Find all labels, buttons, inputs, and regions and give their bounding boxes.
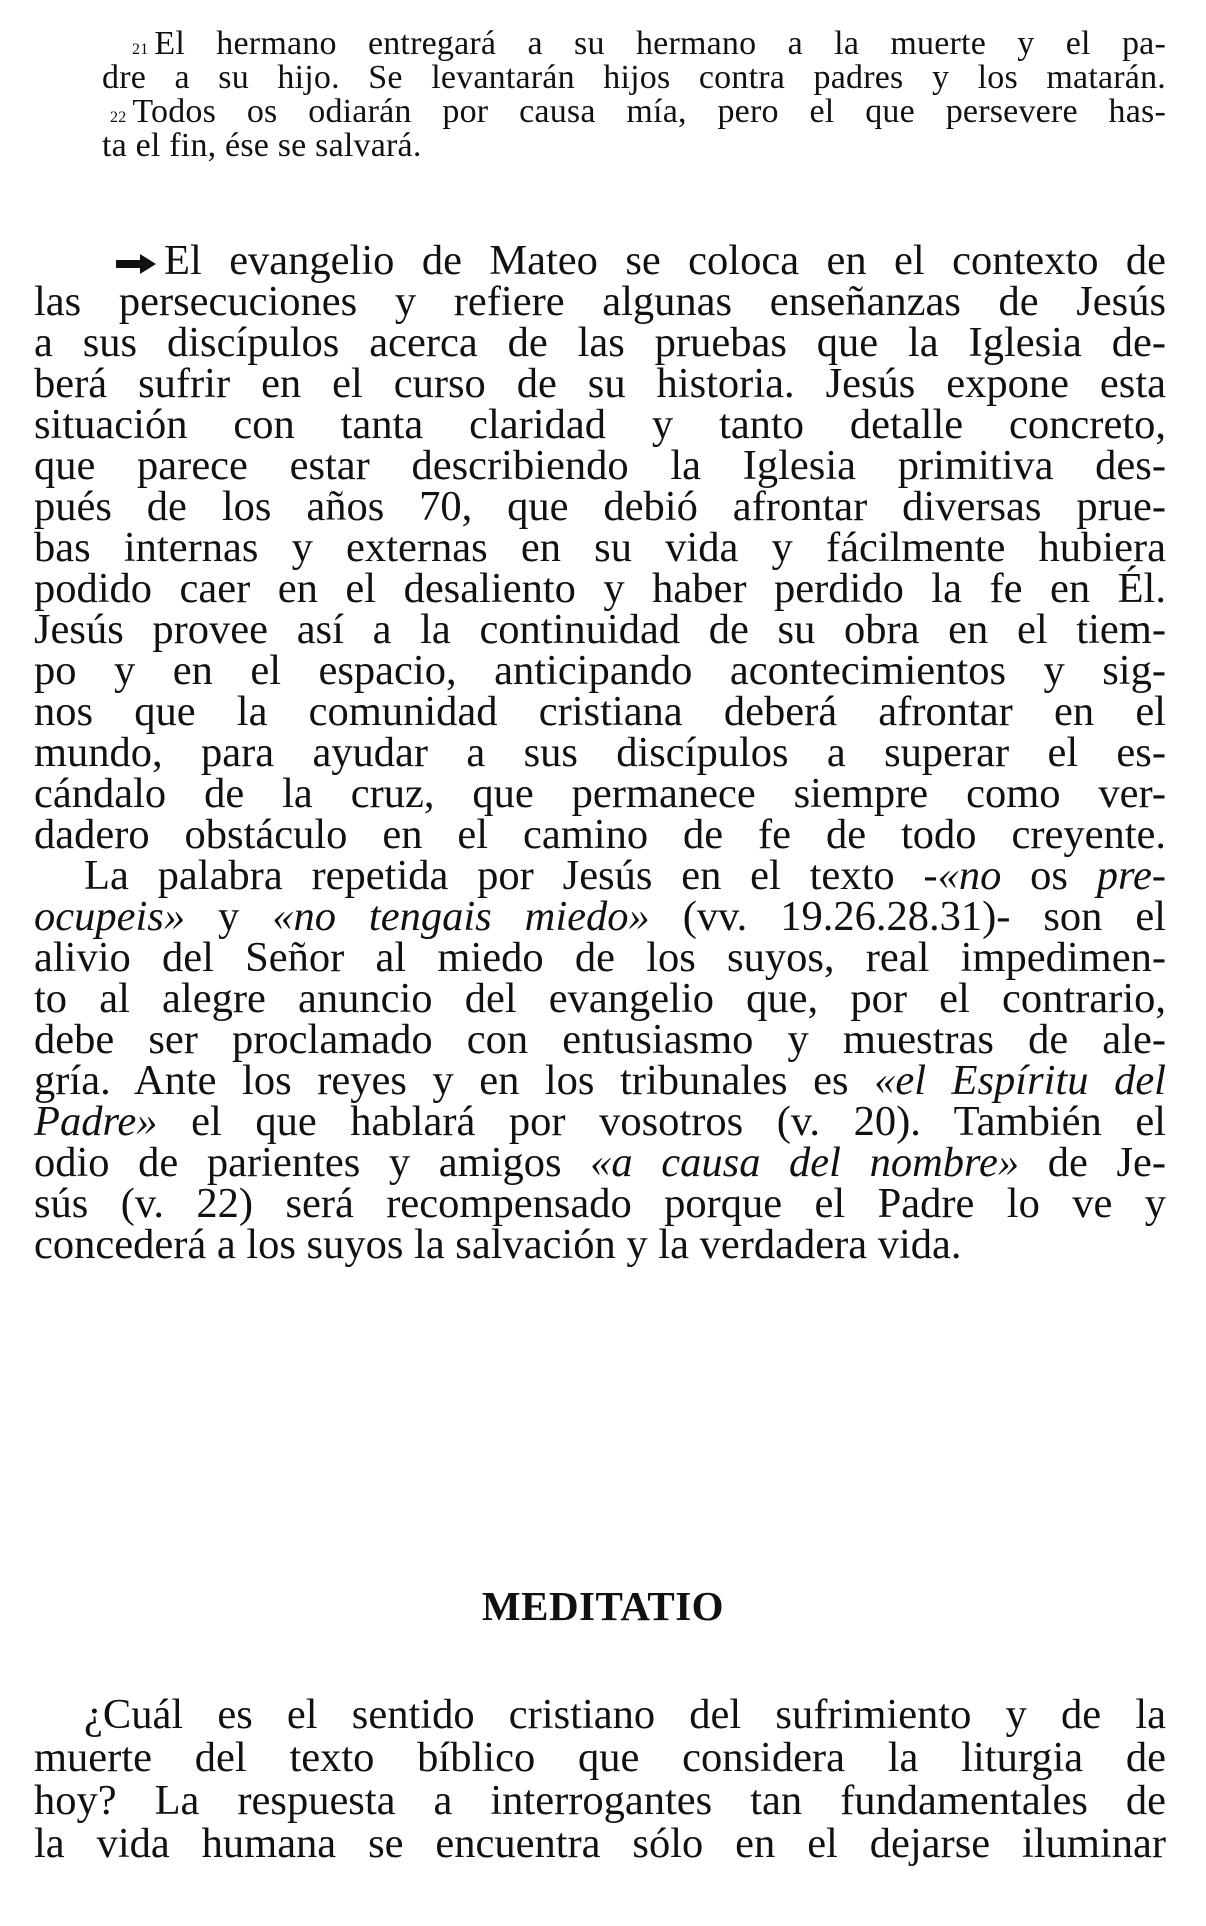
commentary-line: debe ser proclamado con entusiasmo y muestras de ale- — [34, 1016, 1166, 1063]
commentary-line: dadero obstáculo en el camino de fe de todo creyente. — [34, 811, 1166, 858]
commentary-line: nos que la comunidad cristiana deberá afrontar en el — [34, 688, 1166, 735]
commentary-line: El evangelio de Mateo se coloca en el contexto de — [114, 236, 1166, 286]
commentary-line: a sus discípulos acerca de las pruebas que la Iglesia de- — [34, 319, 1166, 366]
arrow-right-icon — [114, 252, 158, 276]
commentary-line: concederá a los suyos la salvación y la verdadera vida. — [34, 1221, 962, 1268]
verse-22-line-1: 22 Todos os odiarán por causa mía, pero el que persevere has- — [110, 93, 1166, 130]
commentary-line: sús (v. 22) será recompensado porque el Padre lo ve y — [34, 1180, 1166, 1227]
commentary-line: berá sufrir en el curso de su historia. Jesús expone esta — [34, 360, 1166, 407]
verse-21-line-1: 21 El hermano entregará a su hermano a la muerte y el pa- — [132, 25, 1166, 62]
commentary-line: alivio del Señor al miedo de los suyos, real impedimen- — [34, 934, 1166, 981]
verse-number: 22 — [110, 109, 127, 126]
verse-22-line-2: ta el fin, ése se salvará. — [102, 127, 422, 164]
commentary-line: bas internas y externas en su vida y fácilmente hubiera — [34, 524, 1166, 571]
commentary-line: mundo, para ayudar a sus discípulos a superar el es- — [34, 729, 1166, 776]
commentary-line: podido caer en el desaliento y haber perdido la fe en Él. — [34, 565, 1166, 612]
commentary-line: Jesús provee así a la continuidad de su obra en el tiem- — [34, 606, 1166, 653]
commentary-line: odio de parientes y amigos «a causa del nombre» de Je- — [34, 1139, 1167, 1186]
commentary-line: las persecuciones y refiere algunas enseñanzas de Jesús — [34, 278, 1166, 325]
commentary-line: ocupeis» y «no tengais miedo» (vv. 19.26.28.31)- son el — [34, 893, 1166, 940]
commentary-line: gría. Ante los reyes y en los tribunales es «el Espíritu del — [34, 1057, 1166, 1104]
commentary-line: Padre» el que hablará por vosotros (v. 20). También el — [34, 1098, 1166, 1145]
commentary-line: po y en el espacio, anticipando acontecimientos y sig- — [34, 647, 1166, 694]
meditatio-line: muerte del texto bíblico que considera la liturgia de — [34, 1734, 1166, 1781]
commentary-line: to al alegre anuncio del evangelio que, por el contrario, — [34, 975, 1166, 1022]
commentary-line: que parece estar describiendo la Iglesia primitiva des- — [34, 442, 1166, 489]
commentary-line: situación con tanta claridad y tanto detalle concreto, — [34, 401, 1166, 448]
verse-number: 21 — [132, 41, 149, 58]
section-heading: MEDITATIO — [481, 1583, 725, 1629]
commentary-line: cándalo de la cruz, que permanece siempre como ver- — [34, 770, 1166, 817]
meditatio-line: ¿Cuál es el sentido cristiano del sufrimiento y de la — [84, 1691, 1166, 1738]
commentary-line: pués de los años 70, que debió afrontar diversas prue- — [34, 483, 1166, 530]
meditatio-line: hoy? La respuesta a interrogantes tan fundamentales de — [34, 1777, 1166, 1824]
meditatio-line: la vida humana se encuentra sólo en el dejarse iluminar — [34, 1820, 1166, 1867]
verse-21-line-2: dre a su hijo. Se levantarán hijos contra padres y los matarán. — [102, 59, 1166, 96]
commentary-line: La palabra repetida por Jesús en el texto -«no os pre- — [84, 852, 1166, 899]
